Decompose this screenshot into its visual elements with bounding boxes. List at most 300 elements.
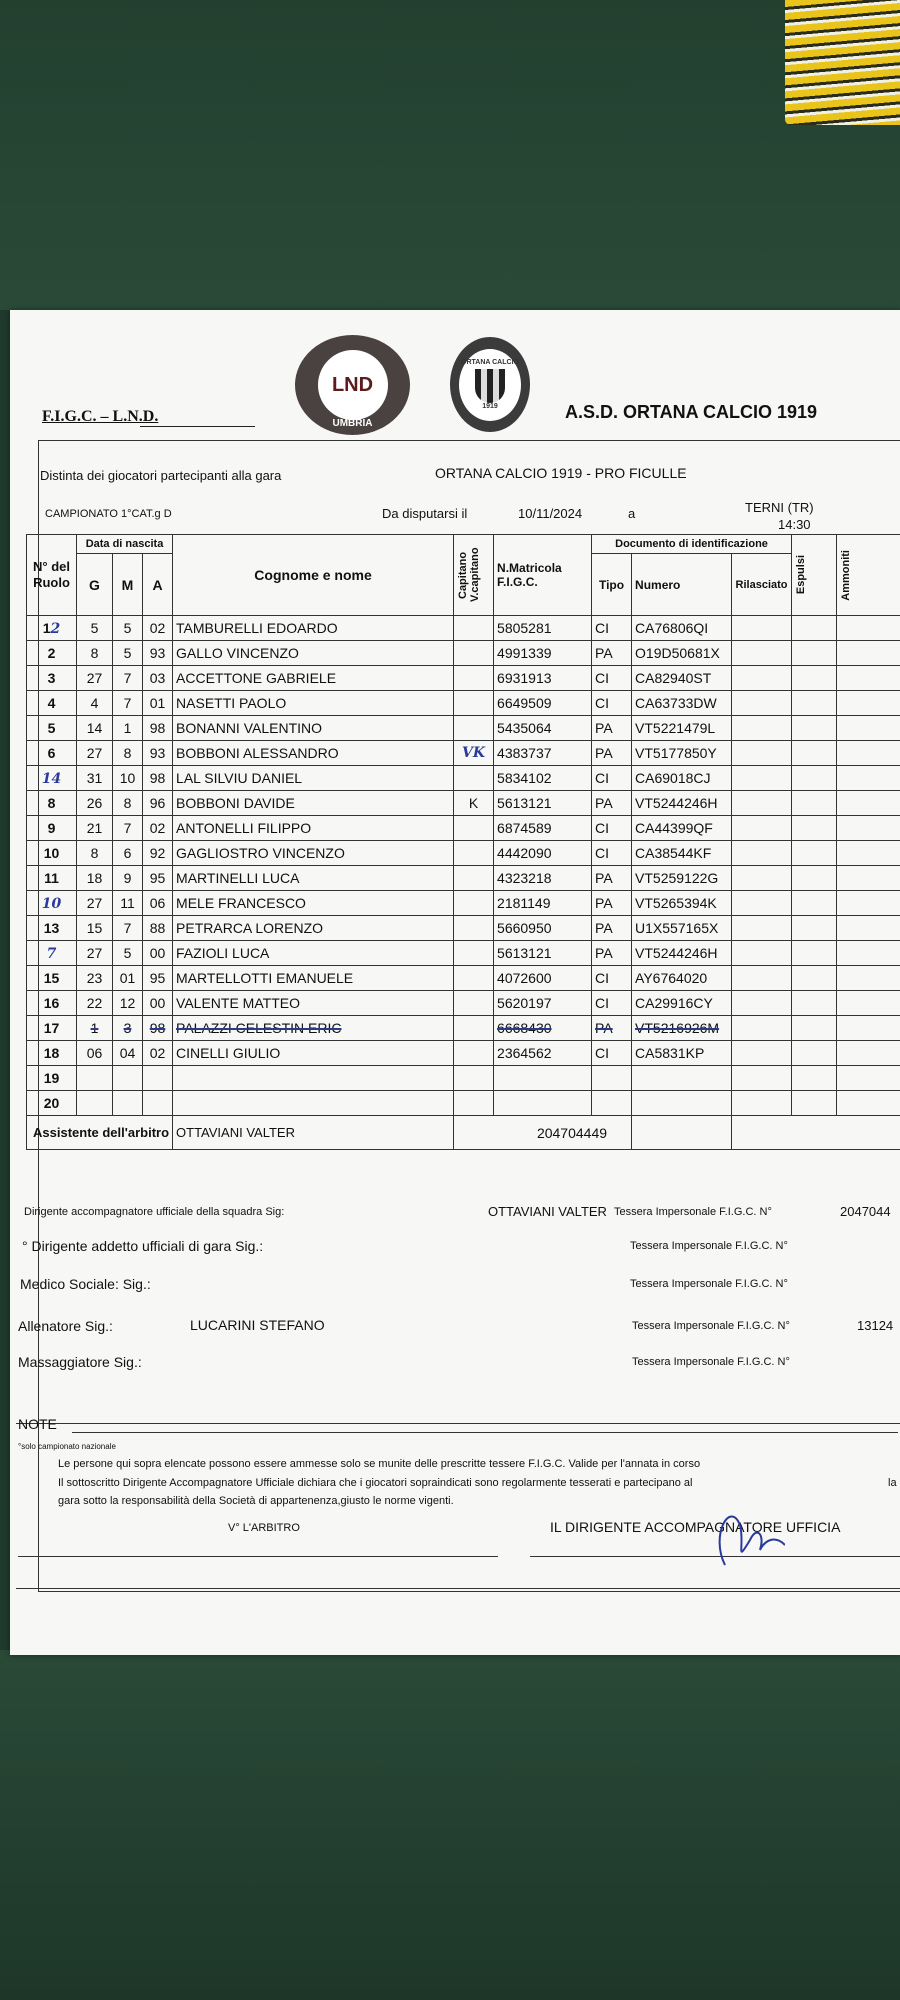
cell-nome xyxy=(173,1066,454,1091)
lnd-logo xyxy=(295,335,410,435)
cell-tipo: CI xyxy=(592,666,632,691)
ruolo-number: 1 xyxy=(42,619,51,636)
cell-capitano xyxy=(454,666,494,691)
assistente-number: 204704449 xyxy=(454,1116,632,1150)
cell-espulsi xyxy=(792,716,837,741)
cell-espulsi xyxy=(792,1016,837,1041)
arbitro-label: V° L'ARBITRO xyxy=(228,1522,300,1534)
dirigente-name: OTTAVIANI VALTER xyxy=(488,1204,607,1219)
ruolo-number: 19 xyxy=(43,1070,60,1086)
cell-mese: 1 xyxy=(113,716,143,741)
cell-ammoniti xyxy=(837,716,900,741)
table-row xyxy=(27,741,900,766)
cell-mese: 04 xyxy=(113,1041,143,1066)
cell-rilasciato xyxy=(732,1066,792,1091)
cell-espulsi xyxy=(792,1091,837,1116)
cell-matricola xyxy=(494,1066,592,1091)
col-espulsi xyxy=(792,535,837,616)
cell-ammoniti xyxy=(837,916,900,941)
cell-capitano xyxy=(454,1066,494,1091)
cell-ammoniti xyxy=(837,791,900,816)
col-ammoniti-label: Ammoniti xyxy=(840,549,853,601)
cell-mese: 9 xyxy=(113,866,143,891)
bottom-border xyxy=(16,1588,900,1589)
cell-numero: VT5177850Y xyxy=(632,741,732,766)
cell-ruolo xyxy=(27,866,77,891)
cell-mese: 01 xyxy=(113,966,143,991)
cell-tipo xyxy=(592,1066,632,1091)
cell-nome: CINELLI GIULIO xyxy=(173,1041,454,1066)
cell-mese: 5 xyxy=(113,941,143,966)
cell-matricola: 6874589 xyxy=(494,816,592,841)
figc-title: F.I.G.C. – L.N.D. xyxy=(42,408,159,425)
cell-tipo: PA xyxy=(592,741,632,766)
col-ruolo: N° del Ruolo xyxy=(27,535,77,616)
note-line-2-end: la xyxy=(888,1477,897,1489)
match-date: 10/11/2024 xyxy=(518,506,583,521)
note-label: NOTE xyxy=(18,1416,57,1432)
match-sheet xyxy=(10,310,900,1655)
cell-matricola: 6649509 xyxy=(494,691,592,716)
ortana-logo-ring xyxy=(459,349,521,421)
table-row xyxy=(27,941,900,966)
ruolo-number: 9 xyxy=(47,820,56,836)
cell-ruolo xyxy=(27,766,77,791)
table-row xyxy=(27,616,900,641)
cell-ammoniti xyxy=(837,1066,900,1091)
divider xyxy=(16,1423,900,1424)
cell-ruolo xyxy=(27,716,77,741)
ruolo-number: 6 xyxy=(47,745,56,761)
cell-espulsi xyxy=(792,666,837,691)
cell-ammoniti xyxy=(837,941,900,966)
championship: CAMPIONATO 1°CAT.g D xyxy=(45,508,172,520)
cell-giorno: 23 xyxy=(77,966,113,991)
cell-ammoniti xyxy=(837,966,900,991)
cell-nome: ANTONELLI FILIPPO xyxy=(173,816,454,841)
col-documento: Documento di identificazione xyxy=(592,535,792,554)
cell-capitano xyxy=(454,991,494,1016)
cell-numero: CA76806QI xyxy=(632,616,732,641)
cell-numero: CA63733DW xyxy=(632,691,732,716)
cell-anno: 98 xyxy=(143,1016,173,1041)
cell-tipo: PA xyxy=(592,1016,632,1041)
cell-ammoniti xyxy=(837,1091,900,1116)
cell-ruolo xyxy=(27,641,77,666)
cell-giorno: 27 xyxy=(77,741,113,766)
cell-giorno: 5 xyxy=(77,616,113,641)
dirigente-tessera: 2047044 xyxy=(840,1204,891,1219)
cell-giorno: 31 xyxy=(77,766,113,791)
cell-numero: CA82940ST xyxy=(632,666,732,691)
cell-tipo: PA xyxy=(592,866,632,891)
lnd-logo-text: LND xyxy=(318,350,388,420)
cell-espulsi xyxy=(792,766,837,791)
cell-espulsi xyxy=(792,616,837,641)
medico-tessera-label: Tessera Impersonale F.I.G.C. N° xyxy=(630,1278,788,1290)
table-background-top xyxy=(0,0,900,310)
cell-giorno: 18 xyxy=(77,866,113,891)
cell-numero: CA38544KF xyxy=(632,841,732,866)
cell-rilasciato xyxy=(732,616,792,641)
cell-capitano xyxy=(454,1041,494,1066)
cell-anno: 88 xyxy=(143,916,173,941)
cell-rilasciato xyxy=(732,1016,792,1041)
cell-tipo: CI xyxy=(592,991,632,1016)
cell-numero: VT5216926M xyxy=(632,1016,732,1041)
massaggiatore-label: Massaggiatore Sig.: xyxy=(18,1354,142,1370)
cell-ruolo xyxy=(27,791,77,816)
ruolo-number: 20 xyxy=(43,1095,60,1111)
cell-ruolo xyxy=(27,991,77,1016)
cell-ruolo xyxy=(27,1091,77,1116)
cell-matricola: 4442090 xyxy=(494,841,592,866)
cell-rilasciato xyxy=(732,891,792,916)
cell-rilasciato xyxy=(732,641,792,666)
cell-anno: 02 xyxy=(143,616,173,641)
cell-mese: 7 xyxy=(113,691,143,716)
ortana-logo-year: 1919 xyxy=(482,403,498,410)
cell-anno: 02 xyxy=(143,816,173,841)
cell-numero: CA5831KP xyxy=(632,1041,732,1066)
cell-ruolo xyxy=(27,741,77,766)
cell-espulsi xyxy=(792,841,837,866)
table-row xyxy=(27,1041,900,1066)
table-row xyxy=(27,841,900,866)
assistente-label: Assistente dell'arbitro xyxy=(27,1116,173,1150)
cell-mese: 7 xyxy=(113,666,143,691)
medico-label: Medico Sociale: Sig.: xyxy=(20,1276,151,1292)
addetto-label: ° Dirigente addetto ufficiali di gara Sig.: xyxy=(22,1238,264,1254)
assistente-empty-2 xyxy=(732,1116,900,1150)
ruolo-number: 18 xyxy=(43,1045,60,1061)
table-row xyxy=(27,866,900,891)
cell-nome: LAL SILVIU DANIEL xyxy=(173,766,454,791)
table-row xyxy=(27,891,900,916)
cell-tipo: CI xyxy=(592,691,632,716)
cell-ammoniti xyxy=(837,866,900,891)
cell-mese: 8 xyxy=(113,791,143,816)
cell-tipo: PA xyxy=(592,791,632,816)
match-place: TERNI (TR) xyxy=(745,500,814,515)
cell-nome: MARTELLOTTI EMANUELE xyxy=(173,966,454,991)
cell-espulsi xyxy=(792,816,837,841)
cell-giorno: 1 xyxy=(77,1016,113,1041)
cell-espulsi xyxy=(792,1041,837,1066)
ruolo-number: 10 xyxy=(43,845,60,861)
cell-nome: PALAZZI CELESTIN ERIC xyxy=(173,1016,454,1041)
cell-matricola: 5435064 xyxy=(494,716,592,741)
cell-mese: 11 xyxy=(113,891,143,916)
cell-capitano xyxy=(454,616,494,641)
cell-anno: 03 xyxy=(143,666,173,691)
cell-capitano: VK xyxy=(454,741,494,766)
table-row xyxy=(27,916,900,941)
cell-ruolo xyxy=(27,666,77,691)
cell-ammoniti xyxy=(837,741,900,766)
cell-rilasciato xyxy=(732,966,792,991)
lnd-logo-sub: UMBRIA xyxy=(332,418,373,429)
cell-nome: VALENTE MATTEO xyxy=(173,991,454,1016)
table-row xyxy=(27,1066,900,1091)
cell-giorno: 14 xyxy=(77,716,113,741)
cell-capitano xyxy=(454,641,494,666)
assistente-empty-1 xyxy=(632,1116,732,1150)
club-name: A.S.D. ORTANA CALCIO 1919 xyxy=(565,402,818,422)
cell-ammoniti xyxy=(837,766,900,791)
cell-nome: MARTINELLI LUCA xyxy=(173,866,454,891)
a-label: a xyxy=(628,506,636,521)
cell-capitano xyxy=(454,1016,494,1041)
cell-tipo: PA xyxy=(592,891,632,916)
cell-nome: ACCETTONE GABRIELE xyxy=(173,666,454,691)
cell-numero: VT5221479L xyxy=(632,716,732,741)
cell-numero: CA44399QF xyxy=(632,816,732,841)
cell-rilasciato xyxy=(732,1091,792,1116)
cell-nome: PETRARCA LORENZO xyxy=(173,916,454,941)
col-a: A xyxy=(143,554,173,616)
table-row xyxy=(27,766,900,791)
ortana-shield-icon xyxy=(475,369,505,403)
table-row xyxy=(27,966,900,991)
cell-numero: CA29916CY xyxy=(632,991,732,1016)
cell-ruolo xyxy=(27,691,77,716)
cell-rilasciato xyxy=(732,1041,792,1066)
cell-espulsi xyxy=(792,691,837,716)
cell-nome: MELE FRANCESCO xyxy=(173,891,454,916)
ruolo-number: 8 xyxy=(47,795,56,811)
allenatore-tessera: 13124 xyxy=(857,1318,894,1333)
cell-ruolo xyxy=(27,1041,77,1066)
cell-ammoniti xyxy=(837,1041,900,1066)
cell-espulsi xyxy=(792,991,837,1016)
cell-giorno: 22 xyxy=(77,991,113,1016)
cell-tipo: CI xyxy=(592,816,632,841)
cell-matricola: 4383737 xyxy=(494,741,592,766)
cell-nome: GALLO VINCENZO xyxy=(173,641,454,666)
cell-mese xyxy=(113,1091,143,1116)
col-numero: Numero xyxy=(632,554,732,616)
col-capitano-label: Capitano V.capitano xyxy=(457,547,482,603)
cell-mese: 5 xyxy=(113,641,143,666)
cell-matricola: 5613121 xyxy=(494,791,592,816)
col-matricola: N.Matricola F.I.G.C. xyxy=(494,535,592,616)
cell-giorno: 27 xyxy=(77,891,113,916)
cell-rilasciato xyxy=(732,791,792,816)
cell-capitano xyxy=(454,966,494,991)
table-row xyxy=(27,1016,900,1041)
note-line-3: gara sotto la responsabilità della Società di appartenenza,giusto le norme vigenti. xyxy=(58,1495,454,1507)
cell-ammoniti xyxy=(837,891,900,916)
cell-anno: 98 xyxy=(143,766,173,791)
cell-capitano xyxy=(454,866,494,891)
cell-mese: 7 xyxy=(113,916,143,941)
ruolo-number: 5 xyxy=(47,720,56,736)
cell-giorno: 26 xyxy=(77,791,113,816)
cell-tipo: PA xyxy=(592,641,632,666)
cell-anno: 00 xyxy=(143,991,173,1016)
cell-mese: 8 xyxy=(113,741,143,766)
cell-capitano xyxy=(454,766,494,791)
cell-matricola: 2364562 xyxy=(494,1041,592,1066)
table-background-bottom xyxy=(0,1650,900,2000)
cell-mese: 10 xyxy=(113,766,143,791)
cell-ammoniti xyxy=(837,1016,900,1041)
allenatore-name: LUCARINI STEFANO xyxy=(190,1317,325,1333)
cell-nome: GAGLIOSTRO VINCENZO xyxy=(173,841,454,866)
cell-giorno: 27 xyxy=(77,941,113,966)
cell-nome: TAMBURELLI EDOARDO xyxy=(173,616,454,641)
cell-anno: 95 xyxy=(143,966,173,991)
cell-giorno: 4 xyxy=(77,691,113,716)
cell-rilasciato xyxy=(732,841,792,866)
cell-nome: BONANNI VALENTINO xyxy=(173,716,454,741)
cell-capitano xyxy=(454,841,494,866)
cell-tipo: CI xyxy=(592,766,632,791)
cell-espulsi xyxy=(792,891,837,916)
cell-ammoniti xyxy=(837,816,900,841)
cell-tipo: PA xyxy=(592,716,632,741)
cell-rilasciato xyxy=(732,941,792,966)
cell-giorno: 8 xyxy=(77,641,113,666)
cell-giorno xyxy=(77,1091,113,1116)
handwritten-signature xyxy=(705,1495,785,1573)
cell-matricola: 6931913 xyxy=(494,666,592,691)
cell-rilasciato xyxy=(732,741,792,766)
footnote: °solo campionato nazionale xyxy=(18,1442,116,1451)
col-ammoniti xyxy=(837,535,900,616)
cell-espulsi xyxy=(792,941,837,966)
cell-anno: 93 xyxy=(143,741,173,766)
cell-tipo: PA xyxy=(592,916,632,941)
cell-tipo: CI xyxy=(592,1041,632,1066)
cell-mese: 7 xyxy=(113,816,143,841)
cell-rilasciato xyxy=(732,766,792,791)
cell-anno xyxy=(143,1091,173,1116)
dirigente-label: Dirigente accompagnatore ufficiale della squadra Sig: xyxy=(24,1206,285,1218)
da-disputarsi-label: Da disputarsi il xyxy=(382,506,468,521)
cell-anno: 02 xyxy=(143,1041,173,1066)
cell-ammoniti xyxy=(837,666,900,691)
table-row xyxy=(27,666,900,691)
cell-rilasciato xyxy=(732,916,792,941)
cell-capitano xyxy=(454,1091,494,1116)
col-nome: Cognome e nome xyxy=(173,535,454,616)
cell-rilasciato xyxy=(732,716,792,741)
cell-ruolo xyxy=(27,1066,77,1091)
cell-ammoniti xyxy=(837,991,900,1016)
note-line xyxy=(72,1432,898,1433)
cell-rilasciato xyxy=(732,816,792,841)
ruolo-number: 13 xyxy=(43,920,60,936)
cell-tipo: CI xyxy=(592,966,632,991)
cell-numero xyxy=(632,1066,732,1091)
cell-mese: 3 xyxy=(113,1016,143,1041)
cell-espulsi xyxy=(792,741,837,766)
ortana-logo-text: ORTANA CALCIO xyxy=(461,359,519,366)
table-row xyxy=(27,691,900,716)
cell-espulsi xyxy=(792,916,837,941)
cell-anno xyxy=(143,1066,173,1091)
cell-ruolo xyxy=(27,941,77,966)
cell-espulsi xyxy=(792,1066,837,1091)
cell-ruolo xyxy=(27,966,77,991)
cell-giorno xyxy=(77,1066,113,1091)
cell-capitano: K xyxy=(454,791,494,816)
cell-matricola: 4072600 xyxy=(494,966,592,991)
cell-anno: 95 xyxy=(143,866,173,891)
note-line-2: Il sottoscritto Dirigente Accompagnatore Ufficiale dichiara che i giocatori sopraindicati sono regolarmente tesserati e partecipano al xyxy=(58,1477,693,1489)
cell-mese xyxy=(113,1066,143,1091)
cell-espulsi xyxy=(792,966,837,991)
handwritten-number: 7 xyxy=(46,945,57,962)
cell-anno: 00 xyxy=(143,941,173,966)
ruolo-number: 11 xyxy=(44,870,59,886)
handwritten-number: 2 xyxy=(50,620,61,637)
col-m: M xyxy=(113,554,143,616)
cell-ruolo xyxy=(27,916,77,941)
ruolo-number: 2 xyxy=(47,645,56,661)
cell-espulsi xyxy=(792,791,837,816)
cell-capitano xyxy=(454,941,494,966)
cell-mese: 6 xyxy=(113,841,143,866)
col-capitano xyxy=(454,535,494,616)
allenatore-tessera-label: Tessera Impersonale F.I.G.C. N° xyxy=(632,1320,790,1332)
ruolo-number: 16 xyxy=(43,995,60,1011)
cell-matricola: 5613121 xyxy=(494,941,592,966)
cell-ammoniti xyxy=(837,841,900,866)
cell-rilasciato xyxy=(732,666,792,691)
table-row xyxy=(27,1091,900,1116)
cell-ruolo xyxy=(27,816,77,841)
dirigente-tessera-label: Tessera Impersonale F.I.G.C. N° xyxy=(614,1206,772,1218)
table-row xyxy=(27,991,900,1016)
cell-capitano xyxy=(454,891,494,916)
cell-mese: 12 xyxy=(113,991,143,1016)
ruolo-number: 3 xyxy=(47,670,56,686)
ruolo-number: 17 xyxy=(43,1020,60,1036)
col-rilasciato: Rilasciato xyxy=(732,554,792,616)
cell-giorno: 06 xyxy=(77,1041,113,1066)
cell-giorno: 21 xyxy=(77,816,113,841)
col-espulsi-label: Espulsi xyxy=(795,555,808,595)
cell-numero: VT5265394K xyxy=(632,891,732,916)
cell-ammoniti xyxy=(837,616,900,641)
ortana-logo xyxy=(450,337,530,432)
cell-anno: 98 xyxy=(143,716,173,741)
cell-tipo: CI xyxy=(592,616,632,641)
ruolo-number: 4 xyxy=(47,695,56,711)
cell-numero: VT5244246H xyxy=(632,791,732,816)
cell-matricola: 5660950 xyxy=(494,916,592,941)
cell-capitano xyxy=(454,916,494,941)
dirigente-sign-label: IL DIRIGENTE ACCOMPAGNATORE UFFICIA xyxy=(550,1519,841,1535)
cell-anno: 06 xyxy=(143,891,173,916)
match-teams: ORTANA CALCIO 1919 - PRO FICULLE xyxy=(435,465,687,481)
addetto-tessera-label: Tessera Impersonale F.I.G.C. N° xyxy=(630,1240,788,1252)
table-row xyxy=(27,791,900,816)
distinta-label: Distinta dei giocatori partecipanti alla gara xyxy=(40,468,282,483)
cell-ruolo xyxy=(27,841,77,866)
cell-giorno: 27 xyxy=(77,666,113,691)
cell-numero: AY6764020 xyxy=(632,966,732,991)
cell-rilasciato xyxy=(732,866,792,891)
cell-numero: VT5259122G xyxy=(632,866,732,891)
cell-nome: BOBBONI DAVIDE xyxy=(173,791,454,816)
cell-numero: CA69018CJ xyxy=(632,766,732,791)
cell-tipo: PA xyxy=(592,941,632,966)
cell-numero: U1X557165X xyxy=(632,916,732,941)
